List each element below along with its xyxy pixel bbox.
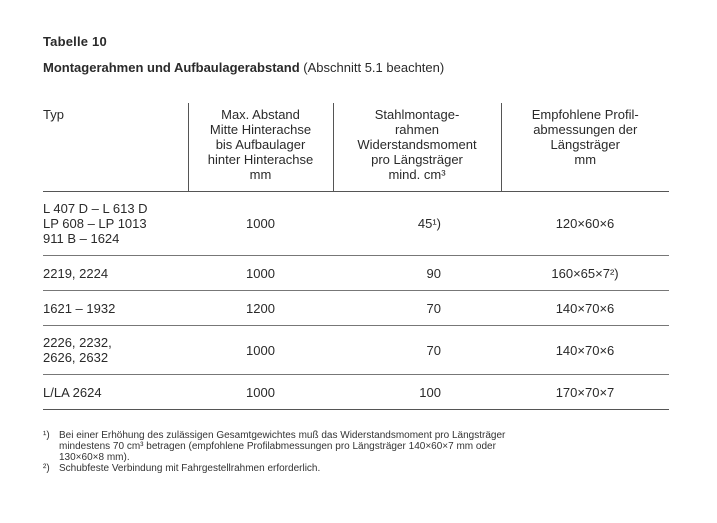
spec-table — [43, 103, 669, 410]
cell-profil: 120×60×6 — [555, 216, 615, 231]
table-row — [43, 375, 669, 410]
cell-abstand: 1000 — [246, 342, 275, 358]
cell-abstand: 1000 — [246, 384, 275, 400]
header-profil: Empfohlene Profil- abmessungen der Längsträger mm — [531, 107, 639, 167]
cell-moment: 100 — [419, 384, 441, 400]
table-row — [43, 326, 669, 375]
cell-typ: L 407 D – L 613 D LP 608 – LP 1013 911 B – 1624 — [43, 201, 148, 246]
cell-moment: 90 — [426, 265, 441, 281]
footnote-text: Bei einer Erhöhung des zulässigen Gesamtgewichtes muß das Widerstandsmoment pro Längsträger mindestens 70 cm³ betragen (empfohlene Profilabmessungen pro Längsträger 140×60×7 mm oder 130×60×8 mm). — [59, 430, 506, 463]
table-title — [43, 60, 444, 75]
cell-typ: 1621 – 1932 — [43, 300, 116, 316]
cell-typ: 2226, 2232, 2626, 2632 — [43, 335, 112, 365]
footnote-2 — [43, 463, 673, 474]
cell-typ: L/LA 2624 — [43, 384, 102, 400]
table-row — [43, 192, 669, 256]
header-abstand: Max. Abstand Mitte Hinterachse bis Aufbaulager hinter Hinterachse mm — [188, 103, 333, 192]
cell-profil: 140×70×6 — [555, 300, 615, 316]
title-note: (Abschnitt 5.1 beachten) — [303, 60, 445, 75]
title-main: Montagerahmen und Aufbaulagerabstand — [43, 60, 300, 75]
footnote-text: Schubfeste Verbindung mit Fahrgestellrahmen erforderlich. — [59, 463, 321, 474]
header-typ: Typ — [43, 103, 188, 192]
cell-abstand: 1000 — [246, 265, 275, 281]
table-row — [43, 256, 669, 291]
footnotes — [43, 430, 673, 474]
cell-moment: 70 — [426, 300, 441, 316]
cell-moment: 45¹) — [417, 216, 441, 231]
table-label: Tabelle 10 — [43, 34, 107, 49]
cell-abstand: 1000 — [246, 216, 275, 231]
cell-typ: 2219, 2224 — [43, 265, 109, 281]
cell-profil: 140×70×6 — [555, 342, 615, 358]
cell-profil: 170×70×7 — [555, 384, 615, 400]
footnote-mark: ²) — [43, 463, 50, 474]
cell-abstand: 1200 — [246, 300, 275, 316]
cell-profil: 160×65×7²) — [551, 265, 619, 281]
footnote-1 — [43, 430, 673, 463]
header-moment: Stahlmontage- rahmen Widerstandsmoment pro Längsträger mind. cm³ — [333, 103, 501, 192]
table-row — [43, 291, 669, 326]
header-row — [43, 103, 669, 192]
cell-moment: 70 — [426, 342, 441, 358]
footnote-mark: ¹) — [43, 430, 50, 441]
